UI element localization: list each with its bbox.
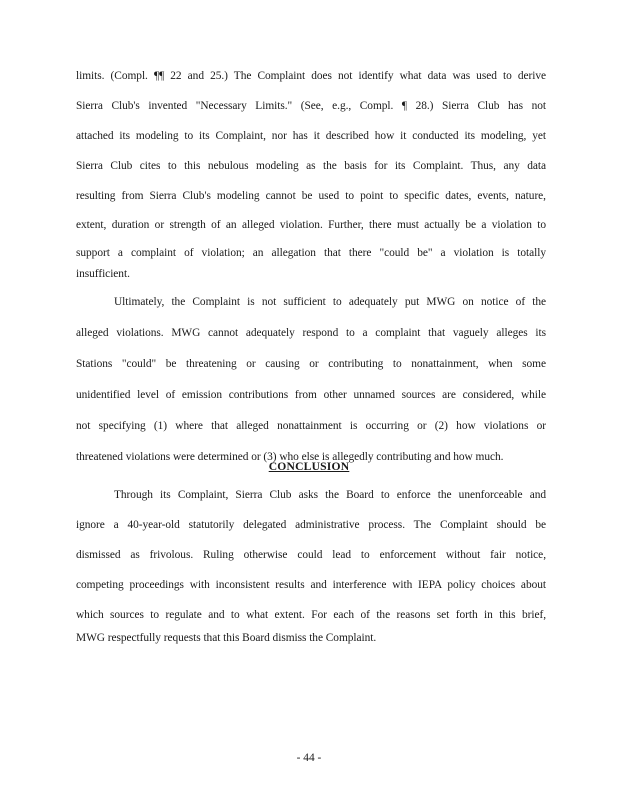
- text-line: competing proceedings with inconsistent results and interference with IEPA policy choices about: [76, 579, 546, 591]
- page-number: - 44 -: [296, 752, 322, 764]
- text-line: ignore a 40-year-old statutorily delegated administrative process. The Complaint should be: [76, 519, 546, 531]
- text-line: not specifying (1) where that alleged nonattainment is occurring or (2) how violations or: [76, 420, 546, 432]
- text-line: MWG respectfully requests that this Board dismiss the Complaint.: [76, 632, 377, 644]
- text-line: threatened violations were determined or (3) who else is allegedly contributing and how much.: [76, 451, 504, 463]
- text-line: resulting from Sierra Club's modeling cannot be used to point to specific dates, events, nature,: [76, 190, 546, 202]
- text-line: Stations "could" be threatening or causing or contributing to nonattainment, when some: [76, 358, 546, 370]
- text-line: Through its Complaint, Sierra Club asks the Board to enforce the unenforceable and: [114, 489, 546, 501]
- text-line: Sierra Club cites to this nebulous modeling as the basis for its Complaint. Thus, any data: [76, 160, 546, 172]
- text-line: which sources to regulate and to what extent. For each of the reasons set forth in this brief,: [76, 609, 546, 621]
- text-line: alleged violations. MWG cannot adequately respond to a complaint that vaguely alleges its: [76, 327, 546, 339]
- text-line: insufficient.: [76, 268, 130, 280]
- section-heading: CONCLUSION: [268, 460, 350, 473]
- text-line: Ultimately, the Complaint is not sufficient to adequately put MWG on notice of the: [114, 296, 546, 308]
- text-line: attached its modeling to its Complaint, nor has it described how it conducted its modeling, yet: [76, 130, 546, 142]
- text-line: Sierra Club's invented "Necessary Limits." (See, e.g., Compl. ¶ 28.) Sierra Club has not: [76, 100, 546, 112]
- text-line: dismissed as frivolous. Ruling otherwise could lead to enforcement without fair notice,: [76, 549, 546, 561]
- text-line: extent, duration or strength of an alleged violation. Further, there must actually be a violation to: [76, 219, 546, 231]
- text-line: unidentified level of emission contributions from other unnamed sources are considered, while: [76, 389, 546, 401]
- text-line: support a complaint of violation; an allegation that there "could be" a violation is totally: [76, 247, 546, 259]
- text-line: limits. (Compl. ¶¶ 22 and 25.) The Complaint does not identify what data was used to derive: [76, 70, 546, 82]
